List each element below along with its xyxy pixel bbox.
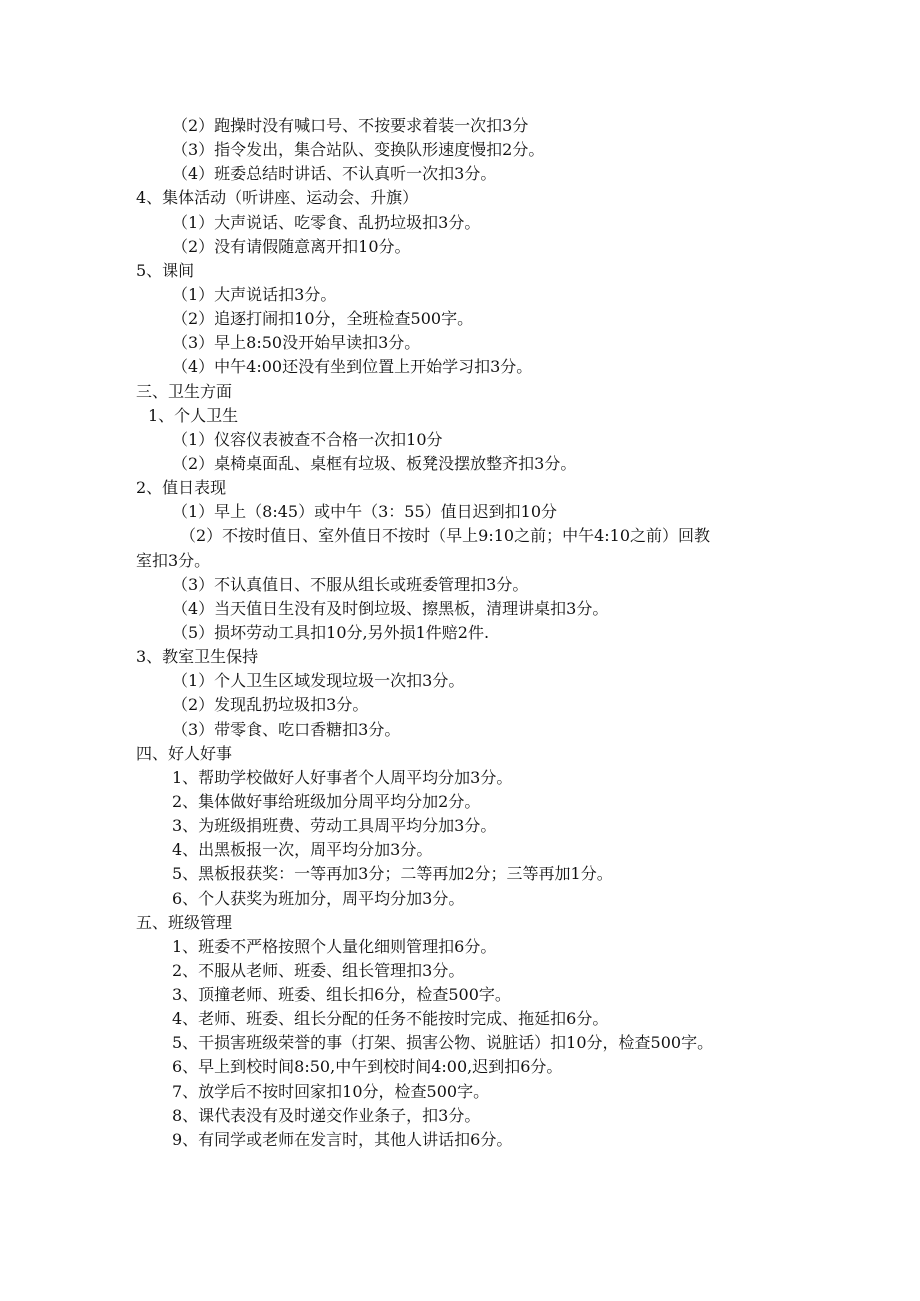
rule-line: 2、不服从老师、班委、组长管理扣3分。: [172, 960, 465, 980]
rule-line: （3）指令发出，集合站队、变换队形速度慢扣2分。: [172, 140, 545, 160]
rule-line: （2）桌椅桌面乱、桌框有垃圾、板凳没摆放整齐扣3分。: [172, 453, 577, 473]
rule-line: （2）发现乱扔垃圾扣3分。: [172, 695, 369, 715]
chapter-heading: 四、好人好事: [136, 743, 233, 763]
rule-line: 4、出黑板报一次，周平均分加3分。: [172, 840, 433, 860]
rule-line: 1、帮助学校做好人好事者个人周平均分加3分。: [172, 767, 513, 787]
rule-line: （4）中午4:00还没有坐到位置上开始学习扣3分。: [172, 357, 533, 377]
chapter-heading: 三、卫生方面: [136, 381, 233, 401]
rule-line: 6、早上到校时间8:50,中午到校时间4:00,迟到扣6分。: [172, 1057, 563, 1077]
rule-line: （3）带零食、吃口香糖扣3分。: [172, 719, 401, 739]
document-page: [0, 114, 920, 1152]
rule-line: 5、黑板报获奖：一等再加3分；二等再加2分；三等再加1分。: [172, 864, 613, 884]
rule-line: （3）早上8:50没开始早读扣3分。: [172, 333, 421, 353]
rule-line: （1）大声说话扣3分。: [172, 284, 337, 304]
rule-line: （1）大声说话、吃零食、乱扔垃圾扣3分。: [172, 212, 481, 232]
rule-line: 9、有同学或老师在发言时，其他人讲话扣6分。: [172, 1129, 513, 1149]
section-heading: 2、值日表现: [136, 478, 227, 498]
section-heading: 5、课间: [136, 260, 195, 280]
rule-line: 1、班委不严格按照个人量化细则管理扣6分。: [172, 936, 497, 956]
rule-line: （4）班委总结时讲话、不认真听一次扣3分。: [172, 164, 497, 184]
rule-line: （2）没有请假随意离开扣10分。: [172, 236, 411, 256]
rule-line: 3、顶撞老师、班委、组长扣6分，检查500字。: [172, 985, 511, 1005]
rule-line: （1）早上（8:45）或中午（3：55）值日迟到扣10分: [172, 502, 558, 522]
section-heading: 3、教室卫生保持: [136, 647, 259, 667]
rule-line: 5、干损害班级荣誉的事（打架、损害公物、说脏话）扣10分，检查500字。: [172, 1033, 714, 1053]
rule-line: 6、个人获奖为班加分，周平均分加3分。: [172, 888, 465, 908]
section-heading: 4、集体活动（听讲座、运动会、升旗）: [136, 188, 419, 208]
rule-line: 2、集体做好事给班级加分周平均分加2分。: [172, 791, 481, 811]
rule-line-continued: 室扣3分。: [136, 550, 211, 570]
rule-line: （2）追逐打闹扣10分，全班检查500字。: [172, 309, 474, 329]
rule-line: 3、为班级捐班费、劳动工具周平均分加3分。: [172, 816, 497, 836]
rule-line: 7、放学后不按时回家扣10分，检查500字。: [172, 1081, 490, 1101]
chapter-heading: 五、班级管理: [136, 912, 233, 932]
rule-line: 4、老师、班委、组长分配的任务不能按时完成、拖延扣6分。: [172, 1009, 609, 1029]
rule-line: （2）不按时值日、室外值日不按时（早上9:10之前；中午4:10之前）回教: [180, 526, 711, 546]
rule-line: （5）损坏劳动工具扣10分,另外损1件赔2件.: [172, 622, 490, 642]
rule-line: （3）不认真值日、不服从组长或班委管理扣3分。: [172, 574, 529, 594]
rule-line: （2）跑操时没有喊口号、不按要求着装一次扣3分: [172, 116, 529, 135]
rule-line: （1）仪容仪表被查不合格一次扣10分: [172, 429, 443, 449]
rule-line: 8、课代表没有及时递交作业条子，扣3分。: [172, 1105, 481, 1125]
section-heading: 1、个人卫生: [148, 405, 239, 425]
rule-line: （1）个人卫生区域发现垃圾一次扣3分。: [172, 671, 465, 691]
rule-line: （4）当天值日生没有及时倒垃圾、擦黑板，清理讲桌扣3分。: [172, 598, 609, 618]
